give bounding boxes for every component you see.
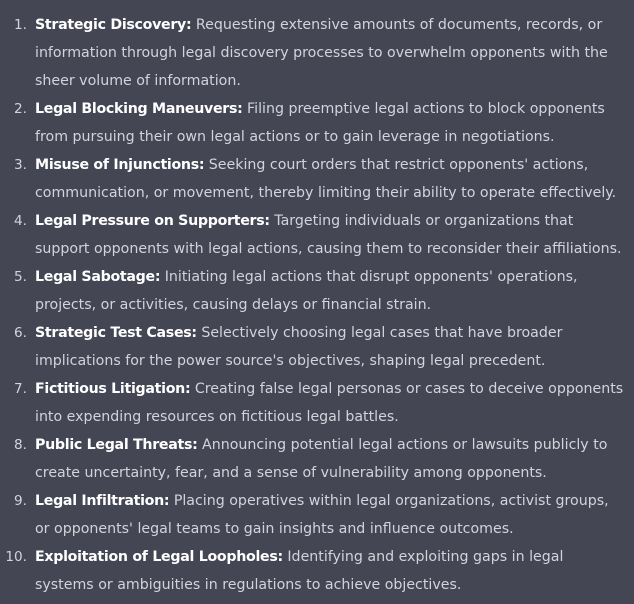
list-item-text	[35, 319, 634, 375]
list-item-term: Legal Sabotage:	[35, 269, 161, 285]
list-item-description: Creating false legal personas or cases to deceive opponents into expending resources on fictitious legal battles.	[35, 381, 624, 425]
list-item-term: Strategic Test Cases:	[35, 325, 197, 341]
list-item-term: Strategic Discovery:	[35, 17, 192, 33]
list-item-text	[35, 151, 634, 207]
list-number: 8.	[14, 437, 27, 453]
list-item-description: Identifying and exploiting gaps in legal systems or ambiguities in regulations to achieve objectives.	[35, 549, 564, 593]
list-item-term: Misuse of Injunctions:	[35, 157, 205, 173]
list-item-text	[35, 375, 634, 431]
list-number: 4.	[14, 213, 27, 229]
list-item-text	[35, 543, 634, 599]
list-item-description: Initiating legal actions that disrupt opponents' operations, projects, or activities, causing delays or financial strain.	[35, 269, 578, 313]
list-item	[0, 487, 634, 543]
list-item	[0, 151, 634, 207]
list-number: 5.	[14, 269, 27, 285]
list-number: 3.	[14, 157, 27, 173]
list-number: 10.	[5, 549, 27, 565]
list-item-text	[35, 263, 634, 319]
list-item	[0, 95, 634, 151]
list-item-term: Legal Pressure on Supporters:	[35, 213, 270, 229]
list-item	[0, 263, 634, 319]
list-item-text	[35, 487, 634, 543]
list-number: 7.	[14, 381, 27, 397]
list-item	[0, 207, 634, 263]
list-item-term: Public Legal Threats:	[35, 437, 198, 453]
list-number: 2.	[14, 101, 27, 117]
list-item-text	[35, 95, 634, 151]
list-item-term: Fictitious Litigation:	[35, 381, 191, 397]
list-item-text	[35, 207, 634, 263]
list-item-description: Announcing potential legal actions or lawsuits publicly to create uncertainty, fear, and a sense of vulnerability among opponents.	[35, 437, 608, 481]
list-number: 9.	[14, 493, 27, 509]
list-item-description: Selectively choosing legal cases that have broader implications for the power source's objectives, shaping legal precedent.	[35, 325, 563, 369]
list-number: 6.	[14, 325, 27, 341]
list-item-description: Targeting individuals or organizations that support opponents with legal actions, causing them to reconsider their affiliations.	[35, 213, 622, 257]
list-item-term: Legal Infiltration:	[35, 493, 170, 509]
list-item-description: Filing preemptive legal actions to block opponents from pursuing their own legal actions or to gain leverage in negotiations.	[35, 101, 605, 145]
list-item-text	[35, 431, 634, 487]
numbered-list	[0, 11, 634, 599]
list-item	[0, 375, 634, 431]
list-item-text	[35, 11, 634, 95]
list-item-description: Placing operatives within legal organizations, activist groups, or opponents' legal teams to gain insights and influence outcomes.	[35, 493, 609, 537]
list-item	[0, 319, 634, 375]
list-item-term: Legal Blocking Maneuvers:	[35, 101, 243, 117]
list-item	[0, 543, 634, 599]
list-item-description: Requesting extensive amounts of documents, records, or information through legal discovery processes to overwhelm opponents with the sheer volume of information.	[35, 17, 608, 89]
list-item-term: Exploitation of Legal Loopholes:	[35, 549, 283, 565]
list-item	[0, 11, 634, 95]
list-item-description: Seeking court orders that restrict opponents' actions, communication, or movement, thereby limiting their ability to operate effectively.	[35, 157, 617, 201]
list-item	[0, 431, 634, 487]
list-number: 1.	[14, 17, 27, 33]
